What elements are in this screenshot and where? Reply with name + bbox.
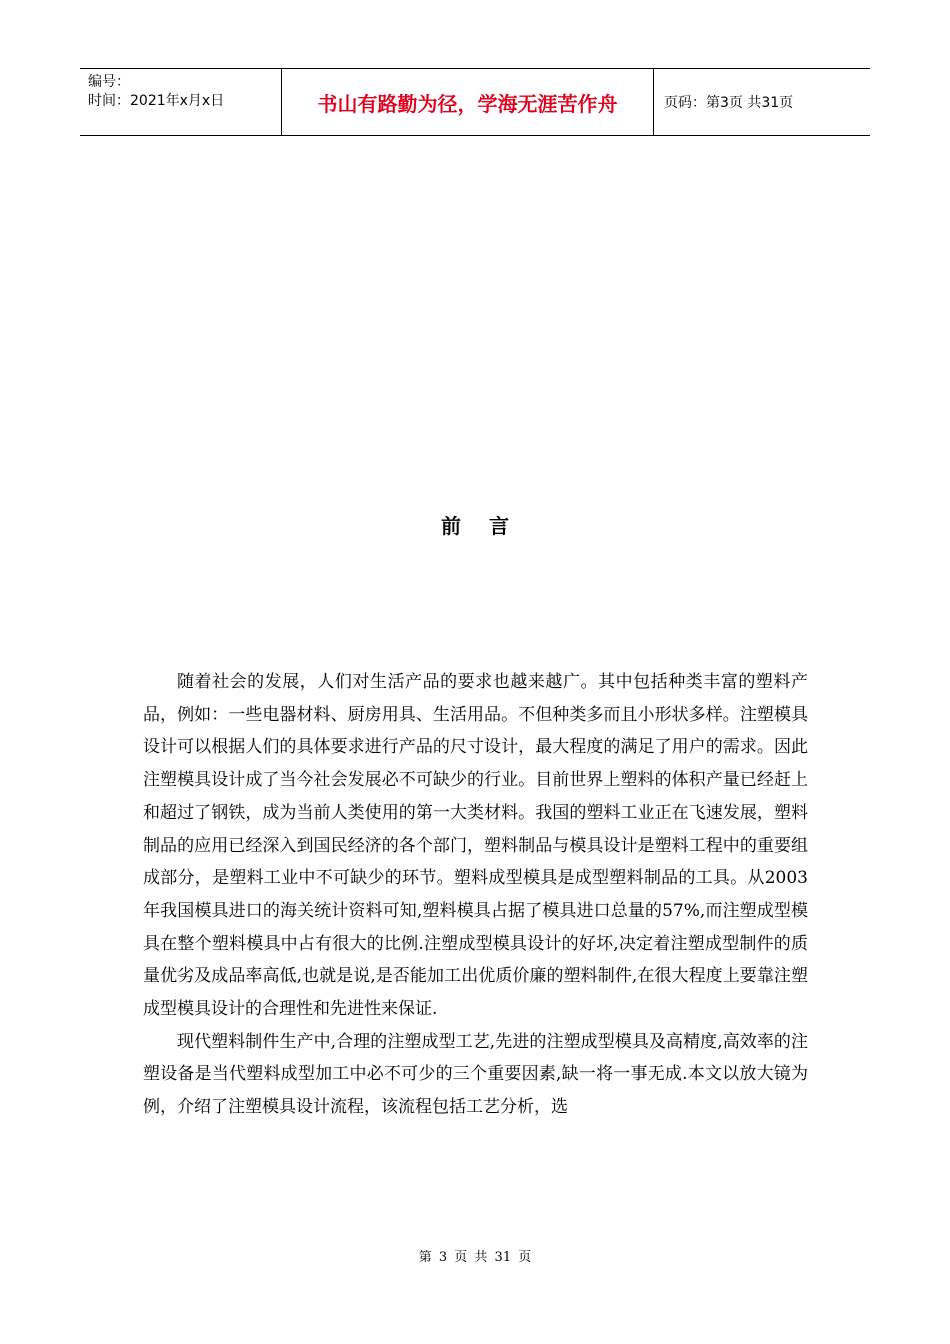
- page-title: 前言: [441, 514, 537, 538]
- header-meta: [80, 69, 282, 135]
- page-footer: 第 3 页 共 31 页: [418, 1250, 532, 1265]
- paragraph-2: 现代塑料制件生产中,合理的注塑成型工艺,先进的注塑成型模具及高精度,高效率的注塑设备是当代塑料成型加工中必不可少的三个重要因素,缺一将一事无成.本文以放大镜为例，介绍了注塑模具设计流程，该流程包括工艺分析，选: [143, 1031, 808, 1118]
- paragraph-1: 随着社会的发展，人们对生活产品的要求也越来越广。其中包括种类丰富的塑料产品，例如：一些电器材料、厨房用具、生活用品。不但种类多而且小形状多样。注塑模具设计可以根据人们的具体要求进行产品的尺寸设计，最大程度的满足了用户的需求。因此注塑模具设计成了当今社会发展必不可缺少的行业。目前世界上塑料的体积产量已经赶上和超过了钢铁，成为当前人类使用的第一大类材料。我国的塑料工业正在飞速发展，塑料制品的应用已经深入到国民经济的各个部门，塑料制品与模具设计是塑料工程中的重要组成部分，是塑料工业中不可缺少的环节。塑料成型模具是成型塑料制品的工具。从2003年我国模具进口的海关统计资料可知,塑料模具占据了模具进口总量的57%,而注塑成型模具在整个塑料模具中占有很大的比例.注塑成型模具设计的好坏,决定着注塑成型制件的质量优劣及成品率高低,也就是说,是否能加工出优质价廉的塑料制件,在很大程度上要靠注塑成型模具设计的合理性和先进性来保证.: [143, 672, 808, 1020]
- number-label: 编号：: [88, 74, 130, 90]
- time-label: 时间：2021年x月x日: [88, 93, 225, 109]
- page-header: [80, 68, 870, 136]
- body-text: [143, 666, 808, 1124]
- header-motto: 书山有路勤为径，学海无涯苦作舟: [282, 69, 654, 135]
- header-page-info: 页码：第3页 共31页: [664, 95, 794, 111]
